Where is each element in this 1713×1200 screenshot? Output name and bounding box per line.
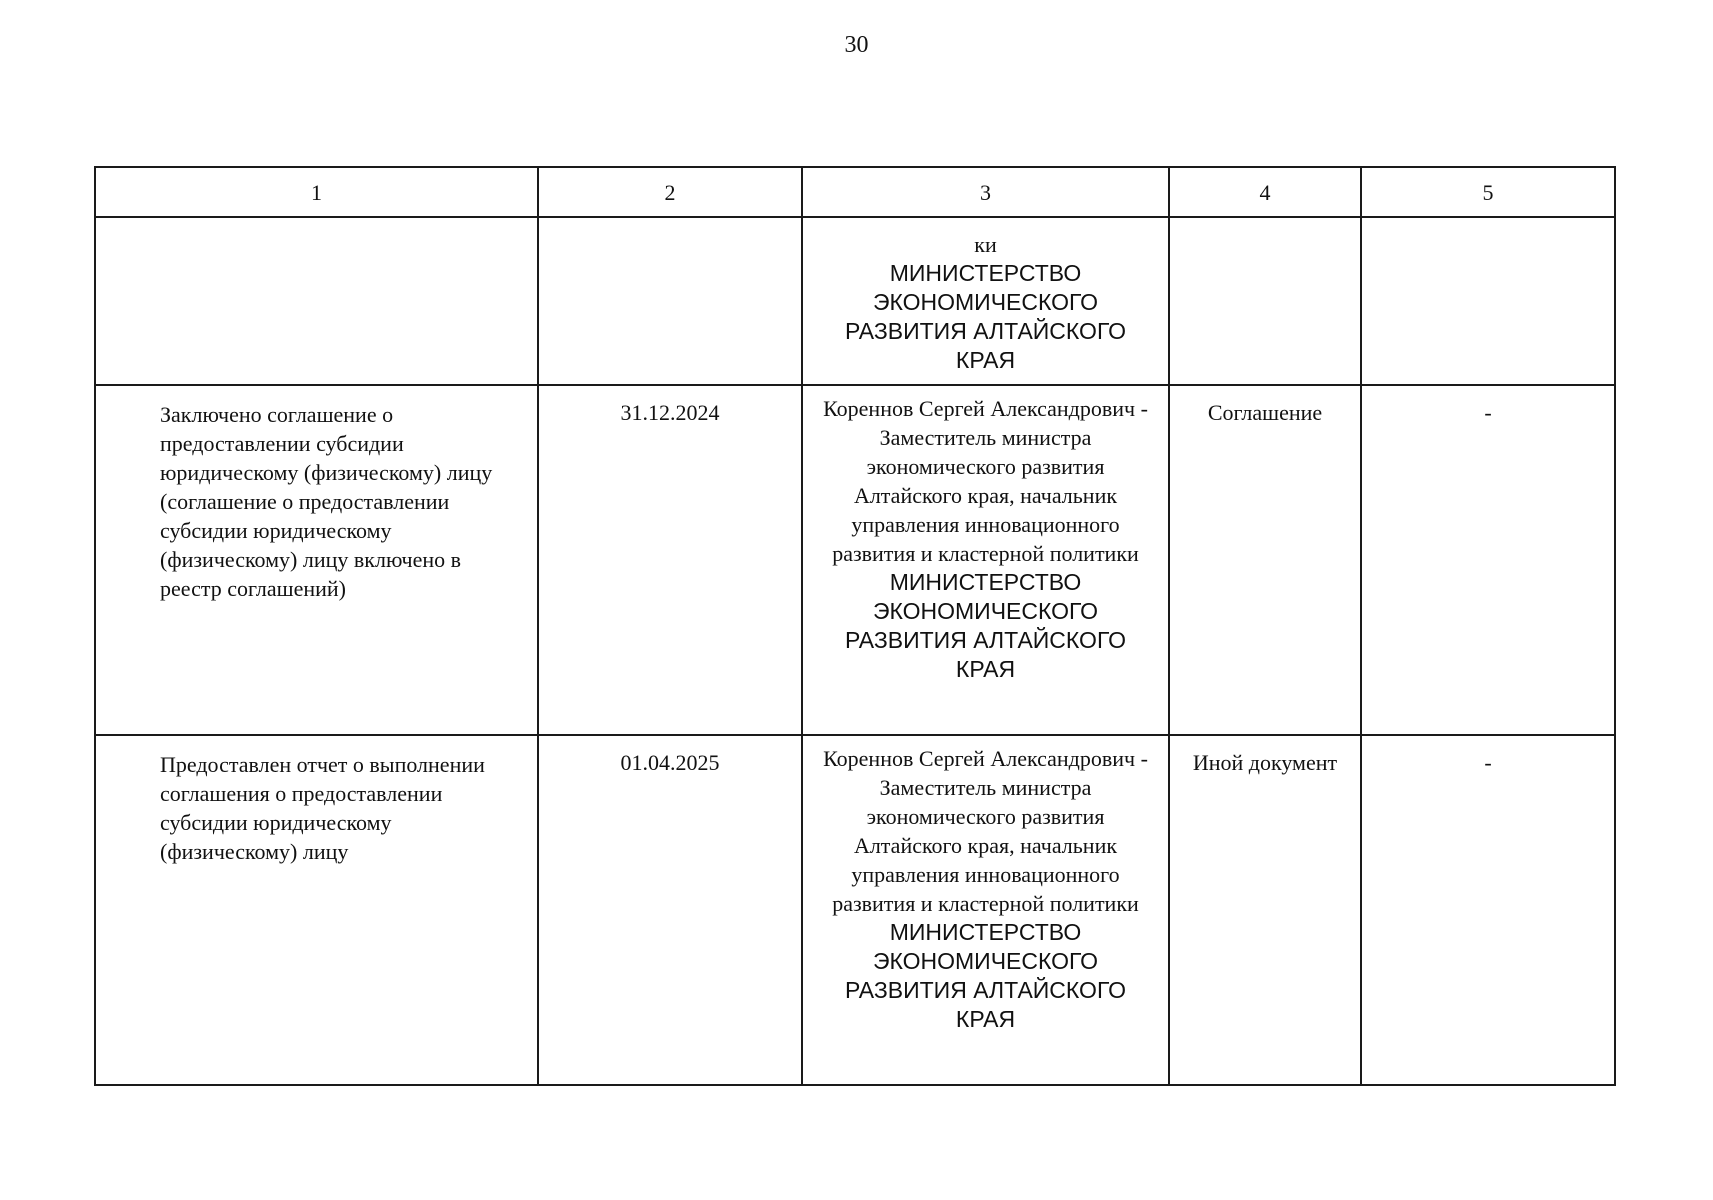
event-description: Предоставлен отчет о выполнении соглашения о предоставлении субсидии юридическому (физическому) лицу <box>160 752 485 864</box>
document-type: Иной документ <box>1192 750 1338 775</box>
ministry-name: МИНИСТЕРСТВО ЭКОНОМИЧЕСКОГО РАЗВИТИЯ АЛТАЙСКОГО КРАЯ <box>844 569 1127 682</box>
cell-description <box>95 385 538 735</box>
column-header-3: 3 <box>802 167 1169 217</box>
column-header-5: 5 <box>1361 167 1615 217</box>
column-header-2: 2 <box>538 167 802 217</box>
cell-col5 <box>1361 735 1615 1085</box>
cell-responsible <box>802 735 1169 1085</box>
ministry-name: МИНИСТЕРСТВО ЭКОНОМИЧЕСКОГО РАЗВИТИЯ АЛТАЙСКОГО КРАЯ <box>844 260 1127 373</box>
col5-value: - <box>1484 750 1492 775</box>
responsible-person <box>803 386 1168 568</box>
cell-date <box>538 735 802 1085</box>
responsible-person-text: Кореннов Сергей Александрович - Заместитель министра экономического развития Алтайского края, начальник управления инновационного развития и кластерной политики <box>823 746 1148 916</box>
table-header-row <box>95 167 1615 217</box>
document-type: Соглашение <box>1207 400 1323 425</box>
table-row-continuation <box>95 217 1615 385</box>
event-date: 01.04.2025 <box>620 750 720 775</box>
plan-table <box>94 166 1616 1086</box>
col5-value: - <box>1484 400 1492 425</box>
responsible-continuation-fragment: ки <box>974 232 997 257</box>
column-header-4: 4 <box>1169 167 1361 217</box>
cell-date <box>538 385 802 735</box>
table-row <box>95 735 1615 1085</box>
cell-responsible <box>802 217 1169 385</box>
cell-description <box>95 217 538 385</box>
cell-col5 <box>1361 217 1615 385</box>
responsible-person <box>803 736 1168 918</box>
event-description: Заключено соглашение о предоставлении субсидии юридическому (физическому) лицу (соглашение о предоставлении субсидии юридическому (физическому) лицу включено в реестр соглашений) <box>160 402 493 601</box>
cell-description <box>95 735 538 1085</box>
page-number: 30 <box>844 32 869 58</box>
responsible-person-text: Кореннов Сергей Александрович - Заместитель министра экономического развития Алтайского края, начальник управления инновационного развития и кластерной политики <box>823 396 1148 566</box>
cell-responsible <box>802 385 1169 735</box>
ministry-name: МИНИСТЕРСТВО ЭКОНОМИЧЕСКОГО РАЗВИТИЯ АЛТАЙСКОГО КРАЯ <box>844 919 1127 1032</box>
column-header-1: 1 <box>95 167 538 217</box>
cell-document-type <box>1169 385 1361 735</box>
cell-document-type <box>1169 217 1361 385</box>
table-row <box>95 385 1615 735</box>
cell-document-type <box>1169 735 1361 1085</box>
event-date: 31.12.2024 <box>620 400 720 425</box>
cell-date <box>538 217 802 385</box>
cell-col5 <box>1361 385 1615 735</box>
